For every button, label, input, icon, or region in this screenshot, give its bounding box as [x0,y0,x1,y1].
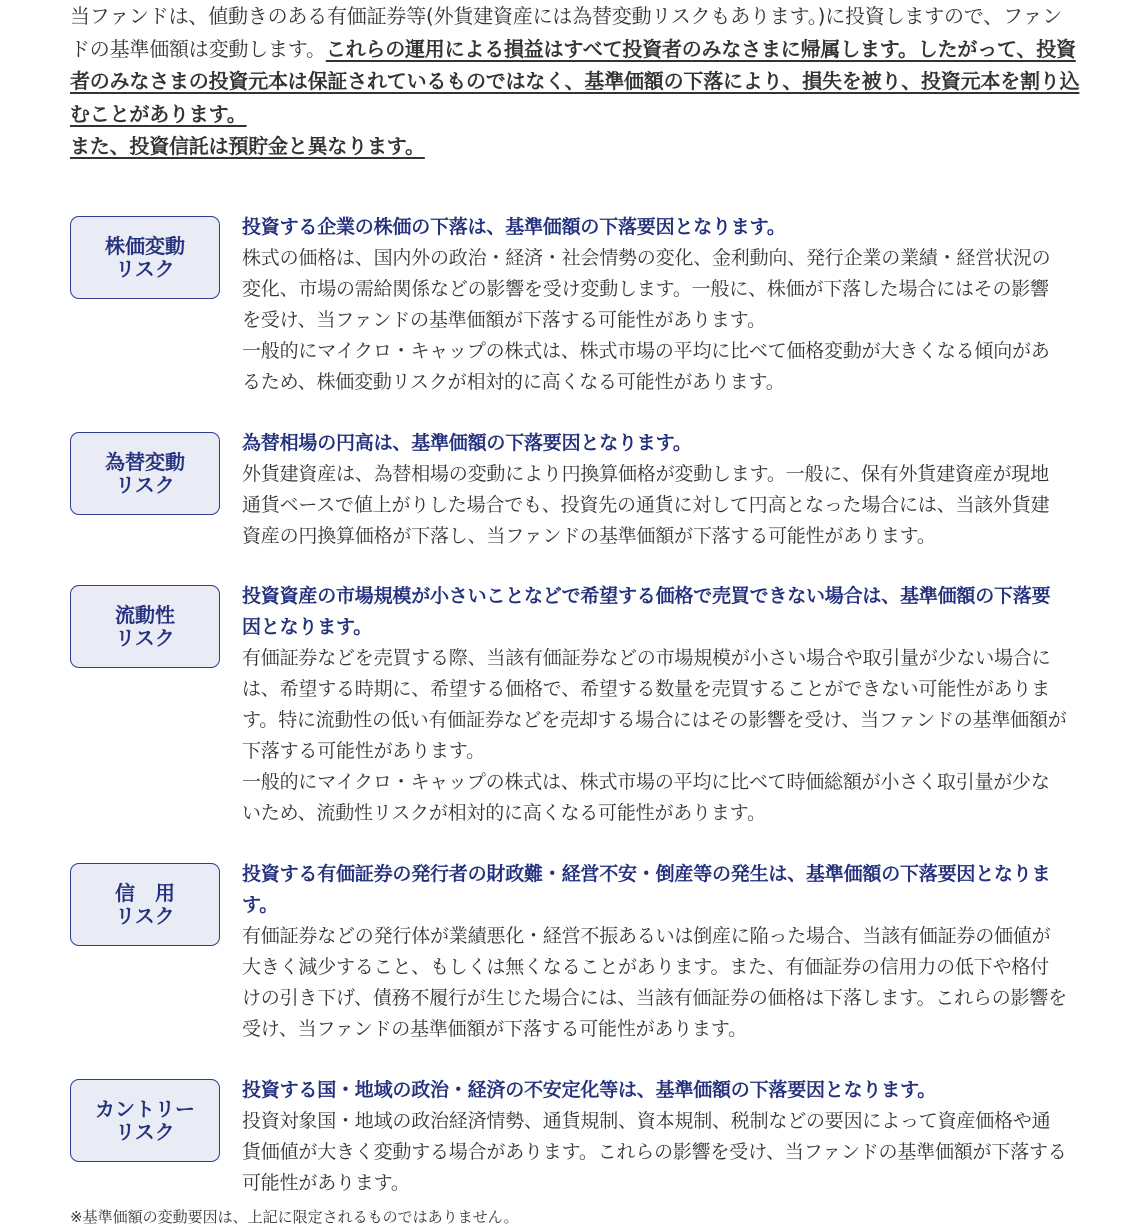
risk-label-line2: リスク [115,256,175,281]
risk-heading: 投資する有価証券の発行者の財政難・経営不安・倒産等の発生は、基準価額の下落要因となります。 [242,863,1051,916]
risk-paragraph: 株式の価格は、国内外の政治・経済・社会情勢の変化、金利動向、発行企業の業績・経営状況の変化、市場の需給関係などの影響を受け変動します。一般に、株価が下落した場合にはその影響を受け、当ファンドの基準価額が下落する可能性があります。 [242,247,1051,331]
risk-paragraph: 有価証券などを売買する際、当該有価証券などの市場規模が小さい場合や取引量が少ない場合には、希望する時期に、希望する価格で、希望する数量を売買することができない可能性があります。特に流動性の低い有価証券などを売却する場合にはその影響を受け、当ファンドの基準価額が下落する可能性があります。 [242,647,1067,762]
risk-heading: 投資する企業の株価の下落は、基準価額の下落要因となります。 [242,216,786,238]
risk-label-line2: リスク [115,1119,175,1144]
risk-heading: 投資する国・地域の政治・経済の不安定化等は、基準価額の下落要因となります。 [242,1079,937,1101]
risk-paragraph: 一般的にマイクロ・キャップの株式は、株式市場の平均に比べて時価総額が小さく取引量が少ないため、流動性リスクが相対的に高くなる可能性があります。 [242,771,1050,824]
risk-paragraph: 外貨建資産は、為替相場の変動により円換算価格が変動します。一般に、保有外貨建資産が現地通貨ベースで値上がりした場合でも、投資先の通貨に対して円高となった場合には、当該外貨建資産の円換算価格が下落し、当ファンドの基準価額が下落する可能性があります。 [242,463,1050,547]
risk-heading: 為替相場の円高は、基準価額の下落要因となります。 [242,432,692,454]
intro-deposit-notice: また、投資信託は預貯金と異なります。 [70,134,425,158]
risk-body-country [242,1075,1067,1199]
risk-label-equity [70,216,220,299]
risk-label-line2: リスク [115,625,175,650]
intro-emphasis-text: これらの運用による損益はすべて投資者のみなさまに帰属します。したがって、投資者のみなさまの投資元本は保証されているものではなく、基準価額の下落により、損失を被り、投資元本を割り込むことがあります。 [70,36,1080,126]
risk-label-line1: 信 用 [115,880,175,905]
risk-label-line1: 流動性 [115,602,175,627]
risk-body-credit [242,859,1067,1045]
risk-label-line2: リスク [115,472,175,497]
risk-label-line1: カントリー [95,1096,195,1121]
risk-label-line1: 株価変動 [105,233,185,258]
risk-heading: 投資資産の市場規模が小さいことなどで希望する価格で売買できない場合は、基準価額の下落要因となります。 [242,585,1051,638]
risk-body-currency [242,428,1067,552]
footnote: ※基準価額の変動要因は、上記に限定されるものではありません。 [70,1208,519,1226]
risk-paragraph: 有価証券などの発行体が業績悪化・経営不振あるいは倒産に陥った場合、当該有価証券の価値が大きく減少すること、もしくは無くなることがあります。また、有価証券の信用力の低下や格付けの引き下げ、債務不履行が生じた場合には、当該有価証券の価格は下落します。これらの影響を受け、当ファンドの基準価額が下落する可能性があります。 [242,925,1067,1040]
risk-label-currency [70,432,220,515]
risk-label-line2: リスク [115,903,175,928]
risk-body-equity [242,212,1067,398]
risk-label-credit [70,863,220,946]
risk-label-country [70,1079,220,1162]
risk-paragraph: 一般的にマイクロ・キャップの株式は、株式市場の平均に比べて価格変動が大きくなる傾向があるため、株価変動リスクが相対的に高くなる可能性があります。 [242,340,1050,393]
risk-label-line1: 為替変動 [105,449,185,474]
risk-body-liquidity [242,581,1067,829]
intro-plain-text: 当ファンドは、値動きのある有価証券等(外貨建資産には為替変動リスクもあります。)に投資しますので、ファンドの基準価額は変動します。 [70,4,1063,61]
risk-paragraph: 投資対象国・地域の政治経済情勢、通貨規制、資本規制、税制などの要因によって資産価格や通貨価値が大きく変動する場合があります。これらの影響を受け、当ファンドの基準価額が下落する可能性があります。 [242,1110,1067,1194]
intro-paragraph [70,0,1080,163]
risk-label-liquidity [70,585,220,668]
